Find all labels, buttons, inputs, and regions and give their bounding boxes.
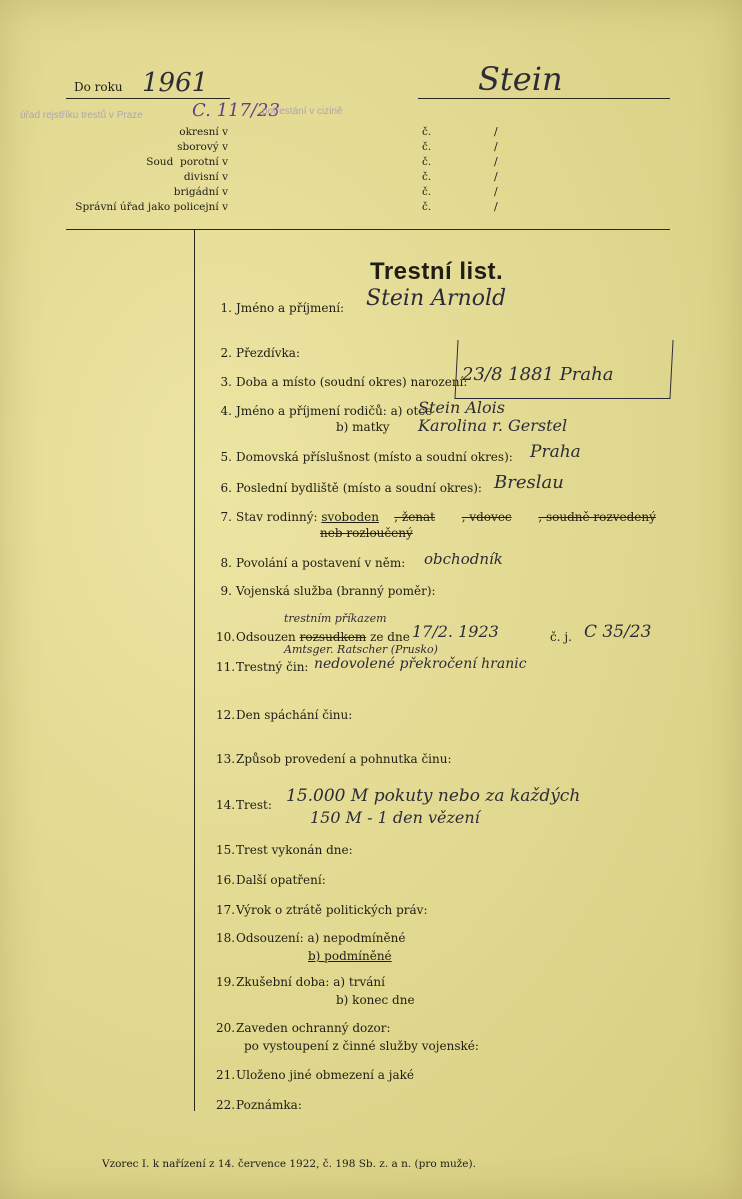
item-6: 6. Poslední bydliště (místo a soudní okres): [220,481,482,495]
court-c-3: č. [422,171,432,183]
page-title: Trestní list. [370,258,504,285]
court-sborovy: sborový v [177,141,228,153]
court-slash-0: / [494,125,498,138]
item-4-value-b: Karolina r. Gerstel [418,416,568,435]
item-21: 21.Uloženo jiné obmezení a jaké [216,1068,414,1082]
item-12: 12.Den spáchání činu: [216,708,353,722]
item-20: 20.Zaveden ochranný dozor: [216,1021,391,1035]
status-widower: , vdovec [461,510,512,524]
court-divisni: divisní v [183,171,228,183]
item-4: 4. Jméno a příjmení rodičů: a) otce [220,404,433,418]
item-10-cj-value: C 35/23 [584,622,652,642]
item-8-value: obchodník [424,550,503,568]
surname-underline [418,98,670,99]
status-single: svoboden [321,510,379,524]
court-c-0: č. [422,126,432,138]
item-5-value: Praha [530,442,581,462]
item-11: 11.Trestný čin: [216,660,309,674]
court-c-4: č. [422,186,432,198]
item-18: 18.Odsouzení: a) nepodmíněné [216,931,406,945]
item-19: 19.Zkušební doba: a) trvání [216,975,385,989]
court-slash-3: / [494,170,498,183]
do-roku-label: Do roku [74,80,123,94]
court-okresni: okresní v [179,126,228,138]
left-margin-rule [194,229,195,1111]
item-14: 14.Trest: [216,798,272,812]
header-separator [66,229,670,230]
item-7: 7. Stav rodinný: svoboden , ženat , vdovec , soudně rozvedený [220,510,656,524]
court-c-2: č. [422,156,432,168]
item-3-bracket [454,340,673,399]
item-10-above: trestním příkazem [284,612,387,625]
court-slash-4: / [494,185,498,198]
item-14-value2: 150 M - 1 den vězení [310,808,480,827]
item-19-label-b: b) konec dne [336,993,415,1007]
item-1: 1. Jméno a příjmení: [220,301,345,315]
item-4-value-a: Stein Alois [418,398,505,417]
registry-stamp: úřad rejstříku trestů v Praze [20,110,143,121]
status-married: , ženat [394,510,436,524]
item-10-court: Amtsger. Ratscher (Prusko) [284,643,438,656]
item-17: 17.Výrok o ztrátě politických práv: [216,903,428,917]
surname-handwritten: Stein [478,60,563,98]
item-10: 10.Odsouzen rozsudkem ze dne [216,630,410,644]
court-c-5: č. [422,201,432,213]
item-6-value: Breslau [494,472,564,493]
court-c-1: č. [422,141,432,153]
court-porotni: Soud porotní v [146,156,228,168]
item-11-value: nedovolené překročení hranic [314,656,527,672]
item-5: 5. Domovská příslušnost (místo a soudní okres): [220,450,513,464]
status-divorced: , soudně rozvedený [538,510,656,524]
item-3-value: 23/8 1881 Praha [462,364,614,385]
court-slash-2: / [494,155,498,168]
item-13: 13.Způsob provedení a pohnutka činu: [216,752,452,766]
do-roku-value: 1961 [142,68,209,98]
item-10-cj-label: č. j. [550,630,572,644]
item-14-value: 15.000 M pokuty nebo za každých [286,786,581,806]
status-separated: neb rozloučený [320,526,413,540]
item-20-label-b: po vystoupení z činné služby vojenské: [244,1039,479,1053]
item-2: 2. Přezdívka: [220,346,301,360]
item-22: 22.Poznámka: [216,1098,302,1112]
court-policejni: Správní úřad jako policejní v [75,201,228,213]
item-18-label-b: b) podmíněné [308,949,392,963]
court-slash-1: / [494,140,498,153]
court-slash-5: / [494,200,498,213]
item-15: 15.Trest vykonán dne: [216,843,353,857]
item-8: 8. Povolání a postavení v něm: [220,556,406,570]
footer-form-note: Vzorec I. k nařízení z 14. července 1922, č. 198 Sb. z. a n. (pro muže). [102,1158,476,1170]
court-brigadni: brigádní v [173,186,228,198]
item-3: 3. Doba a místo (soudní okres) narození: [220,375,468,389]
item-16: 16.Další opatření: [216,873,326,887]
item-1-value: Stein Arnold [366,286,507,311]
do-roku-underline [66,98,230,99]
registry-number: C. 117/23 [192,100,280,121]
item-9: 9. Vojenská služba (branný poměr): [220,584,436,598]
item-4-label-b: b) matky [336,420,390,434]
stamp-suffix: potrestání v cizině [262,106,343,117]
item-10-date: 17/2. 1923 [412,622,499,641]
